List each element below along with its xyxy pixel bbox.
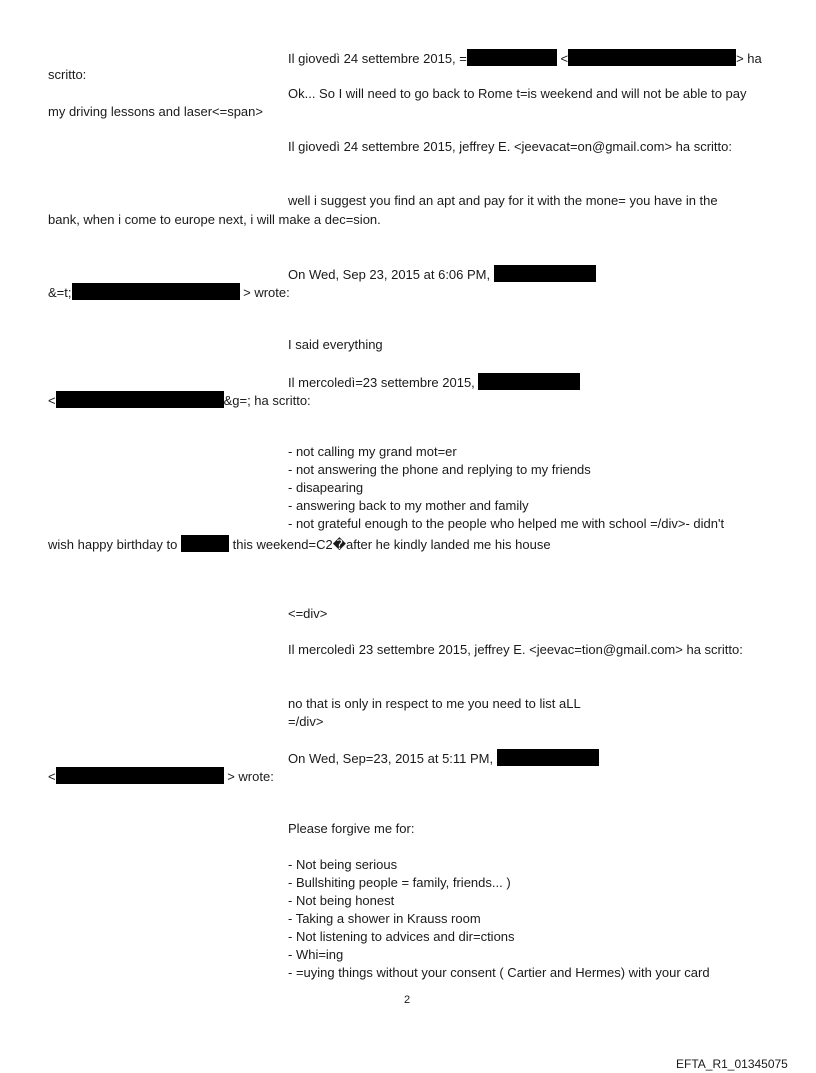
redaction-box: [494, 265, 596, 282]
redaction-box: [478, 373, 580, 390]
list-item: - Whi=ing: [288, 947, 344, 962]
redaction-box: [497, 749, 599, 766]
redaction-box: [181, 535, 229, 552]
text: > wrote:: [227, 769, 274, 784]
list-item: - not calling my grand mot=er: [288, 444, 457, 459]
list-item: - answering back to my mother and family: [288, 498, 529, 513]
text: &=t;: [48, 285, 72, 300]
text-line: scritto:: [48, 67, 87, 82]
email-header-line: [48, 767, 274, 785]
text: this weekend=C2�after he kindly landed me his house: [232, 537, 551, 552]
text-line: <=div>: [288, 606, 328, 621]
text-line: well i suggest you find an apt and pay for it with the mone= you have in the: [288, 193, 718, 208]
text-line: I said everything: [288, 337, 383, 352]
email-header-line: [288, 265, 596, 283]
redaction-box: [467, 49, 557, 66]
list-item: - =uying things without your consent ( Cartier and Hermes) with your card: [288, 965, 710, 980]
text: Il giovedì 24 settembre 2015, =: [288, 51, 467, 66]
redaction-box: [56, 767, 224, 784]
list-item: - Bullshiting people = family, friends... ): [288, 875, 511, 890]
list-item: - not answering the phone and replying to my friends: [288, 462, 591, 477]
text: On Wed, Sep=23, 2015 at 5:11 PM,: [288, 751, 494, 766]
email-header-line: [288, 49, 762, 67]
list-item: [48, 535, 551, 553]
text-line: my driving lessons and laser<=span>: [48, 104, 263, 119]
list-item: - Not listening to advices and dir=ctions: [288, 929, 515, 944]
text: > wrote:: [243, 285, 290, 300]
list-item: - disapearing: [288, 480, 364, 495]
list-item: - Not being honest: [288, 893, 395, 908]
text-line: bank, when i come to europe next, i will make a dec=sion.: [48, 212, 381, 227]
email-header-line: Il giovedì 24 settembre 2015, jeffrey E. <jeevacat=on@gmail.com> ha scritto:: [288, 139, 732, 154]
text: <: [560, 51, 569, 66]
text: wish happy birthday to: [48, 537, 178, 552]
email-header-line: Il mercoledì 23 settembre 2015, jeffrey E. <jeevac=tion@gmail.com> ha scritto:: [288, 642, 743, 657]
bates-number: EFTA_R1_01345075: [676, 1057, 788, 1071]
redaction-box: [72, 283, 240, 300]
page-number: 2: [404, 994, 411, 1006]
text: &g=; ha scritto:: [223, 393, 311, 408]
text: <: [48, 769, 56, 784]
email-header-line: [288, 373, 580, 391]
text: On Wed, Sep 23, 2015 at 6:06 PM,: [288, 267, 491, 282]
redaction-box: [568, 49, 736, 66]
list-item: - not grateful enough to the people who helped me with school =/div>- didn't: [288, 516, 725, 531]
list-item: - Taking a shower in Krauss room: [288, 911, 481, 926]
email-header-line: [48, 391, 311, 409]
text: <: [48, 393, 56, 408]
text-line: =/div>: [288, 714, 324, 729]
text-line: no that is only in respect to me you need to list aLL: [288, 696, 581, 711]
redaction-box: [56, 391, 224, 408]
text-line: Please forgive me for:: [288, 821, 415, 836]
email-header-line: [288, 749, 599, 767]
email-header-line: [48, 283, 290, 301]
text: > ha: [736, 51, 762, 66]
list-item: - Not being serious: [288, 857, 398, 872]
text-line: Ok... So I will need to go back to Rome t=is weekend and will not be able to pay: [288, 86, 747, 101]
text: Il mercoledì=23 settembre 2015,: [288, 375, 475, 390]
